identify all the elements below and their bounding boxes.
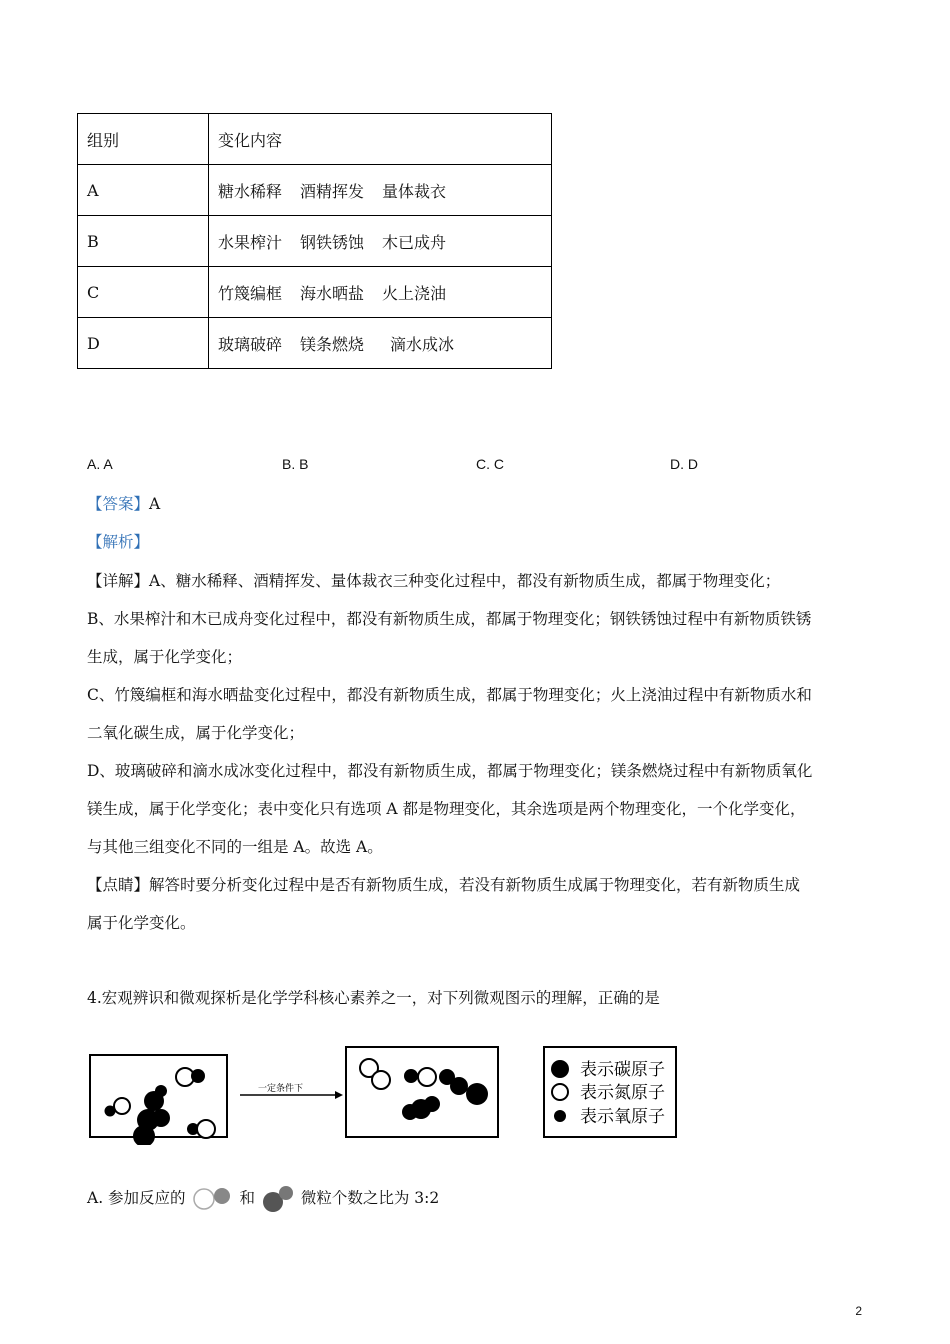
option-c: C. C (476, 456, 504, 472)
change-groups-table (77, 113, 552, 369)
oxygen-atom (105, 1106, 116, 1117)
legend-carbon-icon (551, 1060, 569, 1078)
detail-line: 生成，属于化学变化； (87, 648, 243, 666)
tip-line: 【点睛】解答时要分析变化过程中是否有新物质生成，若没有新物质生成属于物理变化，若有新物质生成 (87, 876, 801, 894)
carbon-atom (450, 1077, 468, 1095)
option-a: A. A (87, 456, 113, 472)
oxygen-atom (402, 1104, 418, 1120)
detail-line: 与其他三组变化不同的一组是 A。故选 A。 (87, 838, 383, 856)
q4-option-a (87, 1183, 439, 1215)
row-group: B (78, 216, 209, 267)
option-a-mid: 和 (239, 1189, 255, 1207)
row-items: 竹篾编框 海水晒盐 火上浇油 (209, 267, 552, 318)
nitrogen-atom (197, 1120, 215, 1138)
detail-line: 镁生成，属于化学变化；表中变化只有选项 A 都是物理变化，其余选项是两个物理变化，一个化学变化， (87, 800, 806, 818)
detail-line: C、竹篾编框和海水晒盐变化过程中，都没有新物质生成，都属于物理变化；火上浇油过程中有新物质水和 (87, 686, 812, 704)
nitrogen-atom (114, 1098, 130, 1114)
carbon-atom (466, 1083, 488, 1105)
row-group: C (78, 267, 209, 318)
answer-value: A (149, 495, 161, 513)
row-group: D (78, 318, 209, 369)
row-group: A (78, 165, 209, 216)
oxygen-atom (191, 1069, 205, 1083)
molecule-no-icon (191, 1185, 235, 1213)
table-header-row (78, 114, 552, 165)
answer-line (87, 494, 160, 514)
molecule-co-icon (260, 1183, 296, 1215)
nitrogen-atom (418, 1068, 436, 1086)
row-items: 糖水稀释 酒精挥发 量体裁衣 (209, 165, 552, 216)
legend-oxygen-label: 表示氧原子 (580, 1107, 665, 1127)
row-items: 水果榨汁 钢铁锈蚀 木已成舟 (209, 216, 552, 267)
detail-line: D、玻璃破碎和滴水成冰变化过程中，都没有新物质生成，都属于物理变化；镁条燃烧过程中有新物质氧化 (87, 762, 813, 780)
tip-line: 属于化学变化。 (87, 914, 196, 932)
oxygen-atom (404, 1069, 418, 1083)
answer-options (87, 456, 887, 478)
table-row (78, 267, 552, 318)
reaction-diagram-svg (88, 1045, 688, 1145)
legend-nitrogen-icon (552, 1084, 568, 1100)
analysis-tag: 【解析】 (87, 533, 150, 551)
oxygen-atom (155, 1085, 167, 1097)
row-items: 玻璃破碎 镁条燃烧 滴水成冰 (209, 318, 552, 369)
table-row (78, 165, 552, 216)
arrow-head (335, 1091, 343, 1099)
detail-line: 二氧化碳生成，属于化学变化； (87, 724, 305, 742)
table-row (78, 318, 552, 369)
header-content: 变化内容 (209, 114, 552, 165)
nitrogen-atom (372, 1071, 390, 1089)
header-group: 组别 (78, 114, 209, 165)
arrow-label: 一定条件下 (258, 1084, 304, 1094)
analysis-line (87, 532, 149, 552)
option-a-suffix: 微粒个数之比为 3:2 (300, 1189, 440, 1207)
table-row (78, 216, 552, 267)
page-number: 2 (855, 1304, 862, 1318)
carbon-atom (152, 1109, 170, 1127)
option-d: D. D (670, 456, 698, 472)
micro-diagram (88, 1045, 688, 1145)
option-a-prefix: A. 参加反应的 (87, 1189, 186, 1207)
legend-nitrogen-label: 表示氮原子 (580, 1083, 665, 1103)
question-4: 4.宏观辨识和微观探析是化学学科核心素养之一，对下列微观图示的理解，正确的是 (87, 989, 660, 1007)
detail-line: B、水果榨汁和木已成舟变化过程中，都没有新物质生成，都属于物理变化；钢铁锈蚀过程中有新物质铁锈 (87, 610, 812, 628)
legend-oxygen-icon (554, 1110, 566, 1122)
option-b: B. B (282, 456, 309, 472)
legend-carbon-label: 表示碳原子 (580, 1060, 665, 1080)
answer-tag: 【答案】 (87, 495, 150, 513)
detail-line: 【详解】A、糖水稀释、酒精挥发、量体裁衣三种变化过程中，都没有新物质生成，都属于物理变化； (87, 572, 781, 590)
